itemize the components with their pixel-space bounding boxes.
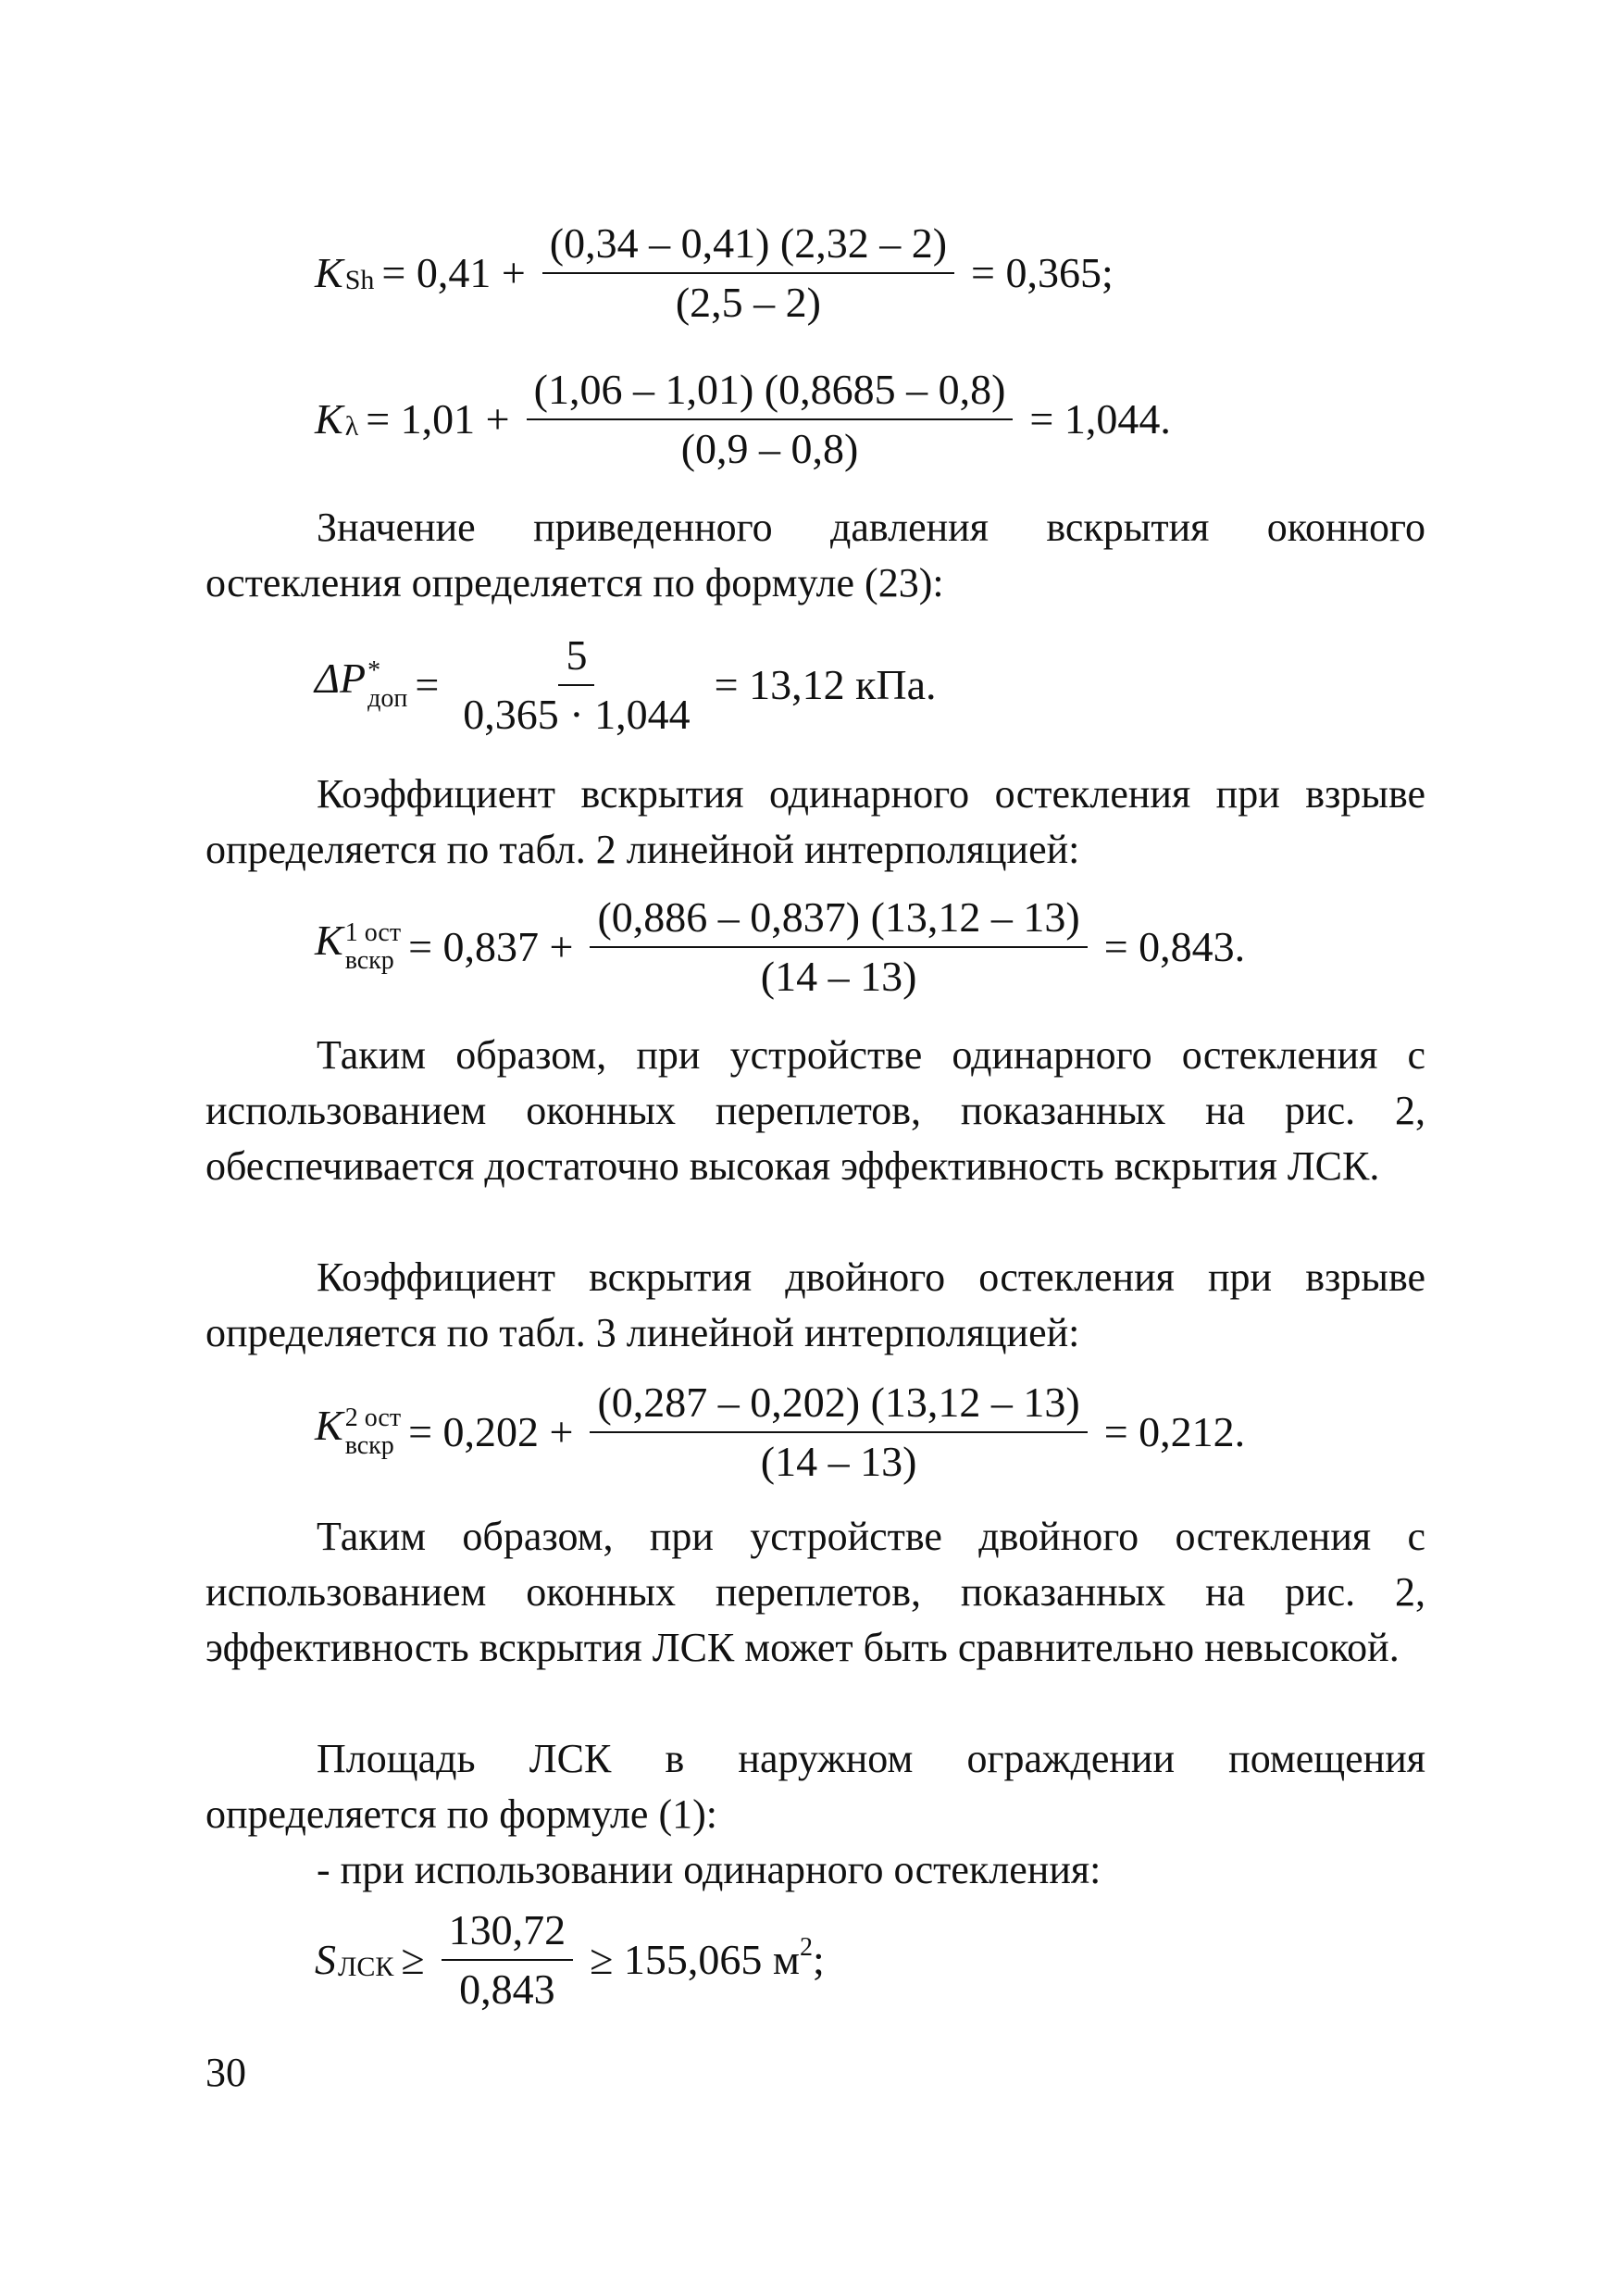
- delta-p-numerator: 5: [558, 634, 594, 686]
- k-lambda-subscript: λ: [344, 411, 359, 442]
- s-lsk-denominator: 0,843: [459, 1965, 555, 2013]
- s-lsk-fraction: [442, 1906, 574, 2013]
- s-lsk-lhs: ≥: [401, 1936, 425, 1983]
- s-lsk-symbol: [315, 1936, 394, 1983]
- k-sh-subscript: Sh: [344, 265, 375, 295]
- s-lsk-result-superscript: 2: [799, 1933, 813, 1962]
- paragraph-pressure-intro: Значение приведенного давления вскрытия оконного остекления определяется по формуле (23):: [205, 505, 1425, 605]
- k-sh-result: = 0,365;: [971, 249, 1114, 296]
- delta-p-symbol: [315, 657, 407, 713]
- k-single-denominator: (14 – 13): [760, 953, 917, 1000]
- k-double-result: = 0,212.: [1103, 1408, 1246, 1455]
- equation-s-lsk: [315, 1906, 832, 2013]
- k-double-subscript: вскр: [344, 1431, 394, 1460]
- k-double-numerator: (0,287 – 0,202) (13,12 – 13): [590, 1381, 1087, 1433]
- k-single-lhs: = 0,837 +: [408, 923, 574, 970]
- page-number: 30: [205, 2050, 246, 2095]
- k-double-denominator: (14 – 13): [760, 1438, 917, 1485]
- k-lambda-lhs: = 1,01 +: [366, 395, 510, 443]
- s-lsk-letter: S: [315, 1936, 336, 1983]
- k-single-subscript: вскр: [344, 946, 394, 975]
- k-sh-fraction: [542, 219, 954, 326]
- paragraph-single-glazing-conclusion: Таким образом, при устройстве одинарного остекления с использованием оконных переплетов, показанных на рис. 2, обеспечивается достаточно высокая эффективность вскрытия ЛСК.: [205, 1032, 1425, 1189]
- delta-p-lhs: =: [415, 661, 440, 708]
- k-lambda-result: = 1,044.: [1029, 395, 1171, 443]
- k-double-fraction: [590, 1381, 1087, 1483]
- delta-p-fraction: [455, 631, 697, 738]
- s-lsk-result-group: [590, 1933, 825, 1983]
- delta-p-letter: ΔP: [315, 655, 367, 702]
- k-sh-numerator: (0,34 – 0,41) (2,32 – 2): [542, 222, 954, 274]
- s-lsk-numerator: 130,72: [442, 1909, 574, 1961]
- equation-k-double: [315, 1381, 1252, 1483]
- paragraph-single-glazing-case: - при использовании одинарного остекления:: [317, 1847, 1101, 1892]
- k-double-superscript: 2 ост: [344, 1404, 402, 1432]
- k-double-symbol: [315, 1404, 401, 1460]
- delta-p-superscript: *: [367, 656, 381, 685]
- equation-k-sh: [315, 219, 1121, 326]
- k-double-lhs: = 0,202 +: [408, 1408, 574, 1455]
- k-lambda-denominator: (0,9 – 0,8): [680, 425, 859, 472]
- k-lambda-numerator: (1,06 – 1,01) (0,8685 – 0,8): [527, 368, 1014, 420]
- k-sh-symbol: [315, 249, 375, 296]
- delta-p-scripts: [367, 657, 407, 713]
- k-sh-letter: K: [315, 249, 343, 296]
- equation-delta-p: [315, 631, 944, 738]
- k-single-letter: K: [315, 917, 343, 964]
- k-sh-lhs: = 0,41 +: [381, 249, 526, 296]
- equation-k-lambda: [315, 368, 1178, 470]
- k-single-numerator: (0,886 – 0,837) (13,12 – 13): [590, 896, 1087, 948]
- delta-p-result: = 13,12 кПа.: [714, 661, 937, 708]
- equation-k-single: [315, 893, 1252, 1000]
- paragraph-lsk-area-intro: Площадь ЛСК в наружном ограждении помещения определяется по формуле (1):: [205, 1736, 1425, 1837]
- s-lsk-result: ≥ 155,065 м: [590, 1936, 800, 1983]
- k-lambda-fraction: [527, 368, 1014, 470]
- k-sh-denominator: (2,5 – 2): [675, 279, 821, 326]
- s-lsk-result-tail: ;: [812, 1936, 825, 1983]
- k-double-scripts: [345, 1404, 401, 1460]
- paragraph-single-glazing-coef: Коэффициент вскрытия одинарного остекления при взрыве определяется по табл. 2 линейной интерполяцией:: [205, 771, 1425, 872]
- k-single-fraction: [590, 893, 1087, 1000]
- k-single-symbol: [315, 919, 401, 975]
- delta-p-denominator: 0,365 · 1,044: [463, 691, 691, 738]
- paragraph-double-glazing-coef: Коэффициент вскрытия двойного остекления при взрыве определяется по табл. 3 линейной интерполяцией:: [205, 1254, 1425, 1355]
- k-single-superscript: 1 ост: [344, 918, 402, 947]
- k-lambda-letter: K: [315, 395, 343, 443]
- k-single-scripts: [345, 919, 401, 975]
- k-lambda-symbol: [315, 395, 359, 443]
- paragraph-double-glazing-conclusion: Таким образом, при устройстве двойного остекления с использованием оконных переплетов, показанных на рис. 2, эффективность вскрытия ЛСК может быть сравнительно невысокой.: [205, 1514, 1425, 1670]
- s-lsk-subscript: ЛСК: [338, 1952, 394, 1982]
- delta-p-subscript: доп: [367, 684, 408, 713]
- k-double-letter: K: [315, 1402, 343, 1449]
- k-single-result: = 0,843.: [1103, 923, 1246, 970]
